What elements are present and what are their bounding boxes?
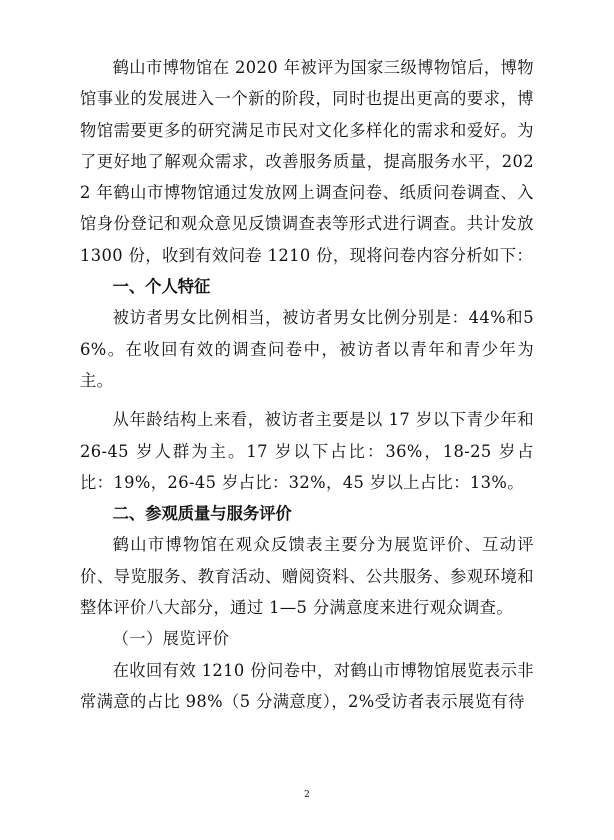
exhibition-paragraph: 在收回有效 1210 份问卷中，对鹤山市博物馆展览表示非常满意的占比 98%（5 分满意度），2%受访者表示展览有待: [80, 660, 534, 711]
intro-paragraph: 鹤山市博物馆在 2020 年被评为国家三级博物馆后，博物馆事业的发展进入一个新的阶段，同时也提出更高的要求，博物馆需要更多的研究满足市民对文化多样化的需求和爱好。为了更好地了解观众需求，改善服务质量，提高服务水平，2022 年鹤山市博物馆通过发放网上调查问卷、纸质问卷调查、入馆身份登记和观众意见反馈调查表等形式进行调查。共计发放 1300 份，收到有效问卷 1210 份，现将问卷内容分析如下：: [80, 58, 534, 265]
subsection-heading-exhibition: （一）展览评价: [112, 629, 230, 649]
page-number: 2: [304, 790, 310, 800]
evaluation-intro-paragraph: 鹤山市博物馆在观众反馈表主要分为展览评价、互动评价、导览服务、教育活动、赠阅资料、公共服务、参观环境和整体评价八大部分，通过 1—5 分满意度来进行观众调查。: [80, 535, 534, 618]
age-structure-paragraph: 从年龄结构上来看，被访者主要是以 17 岁以下青少年和 26-45 岁人群为主。17 岁以下占比：36%，18-25 岁占比：19%，26-45 岁占比：32%，45 岁以上占比：13%。: [80, 410, 534, 492]
gender-ratio-paragraph: 被访者男女比例相当，被访者男女比例分别是：44%和56%。在收回有效的调查问卷中，被访者以青年和青少年为主。: [80, 308, 534, 390]
section-heading-personal-characteristics: 一、个人特征: [112, 277, 211, 297]
page-content: [80, 52, 534, 717]
paragraph-gap: [80, 396, 534, 404]
section-heading-visit-quality: 二、参观质量与服务评价: [112, 504, 292, 524]
